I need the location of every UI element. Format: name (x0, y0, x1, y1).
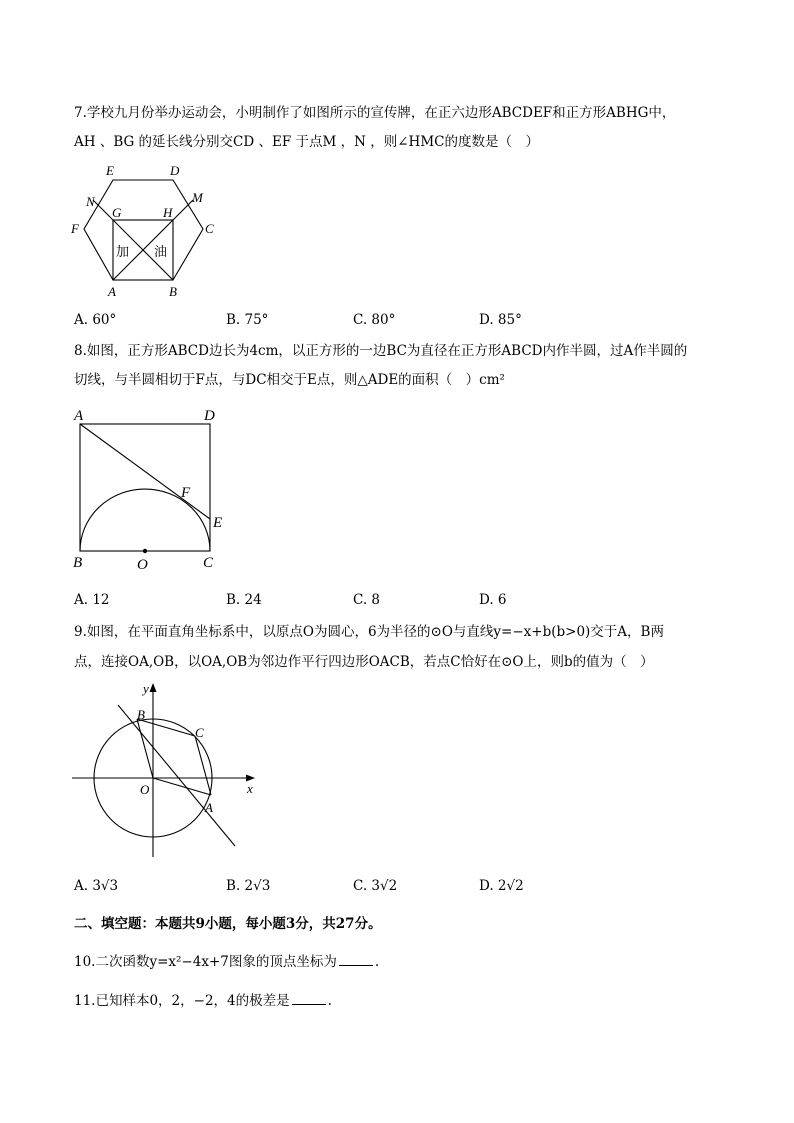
q9-option-b[interactable]: B. 2√3 (226, 878, 271, 894)
q8-label-A: A (74, 408, 84, 424)
q7-label-M: M (192, 190, 203, 205)
q8-label-C: C (203, 555, 214, 571)
q11-answer-blank[interactable] (292, 992, 326, 1005)
q7-label-you: 油 (154, 245, 168, 260)
q11-text (74, 992, 332, 1009)
q8-label-D: D (204, 408, 215, 424)
q9-text-line1: 9.如图，在平面直角坐标系中，以原点O为圆心，6为半径的⊙O与直线y=−x+b(b>0)交于A，B两 (74, 624, 664, 640)
q7-option-b[interactable]: B. 75° (226, 312, 269, 328)
q9-y-arrow (150, 683, 157, 692)
q9-text-line2: 点，连接OA,OB，以OA,OB为邻边作平行四边形OACB，若点C恰好在⊙O上，则b的值为（ ） (74, 654, 654, 670)
q7-label-F: F (71, 221, 79, 236)
q8-text-line1: 8.如图，正方形ABCD边长为4cm，以正方形的一边BC为直径在正方形ABCD内作半圆，过A作半圆的 (74, 343, 688, 359)
q8-text-line2: 切线，与半圆相切于F点，与DC相交于E点，则△ADE的面积（ ）cm² (74, 372, 505, 388)
q8-label-F: F (181, 485, 191, 501)
q7-label-B: B (169, 284, 177, 299)
q7-label-G: G (112, 205, 122, 220)
section-2-heading: 二、填空题：本题共9小题，每小题3分，共27分。 (74, 916, 382, 932)
q7-option-c[interactable]: C. 80° (353, 312, 396, 328)
q10-text-before: 10.二次函数y=x²−4x+7图象的顶点坐标为 (74, 954, 337, 970)
q9-line (118, 705, 235, 846)
q8-label-B: B (73, 555, 83, 571)
q7-label-C: C (205, 221, 214, 236)
q7-label-N: N (86, 194, 95, 209)
q9-option-d[interactable]: D. 2√2 (479, 878, 524, 894)
q7-label-E: E (106, 163, 114, 178)
q7-label-jia: 加 (116, 245, 130, 260)
q8-option-c[interactable]: C. 8 (353, 592, 381, 608)
q8-option-b[interactable]: B. 24 (226, 592, 262, 608)
q9-label-A: A (205, 800, 213, 815)
q9-label-x: x (247, 781, 253, 796)
q8-label-O: O (137, 557, 148, 573)
q11-text-before: 11.已知样本0，2，−2，4的极差是 (74, 993, 290, 1009)
q9-option-a[interactable]: A. 3√3 (74, 878, 119, 894)
q8-option-a[interactable]: A. 12 (74, 592, 110, 608)
q7-option-d[interactable]: D. 85° (479, 312, 522, 328)
q9-label-C: C (195, 725, 204, 740)
q9-label-y: y (143, 681, 149, 696)
q7-label-D: D (170, 163, 180, 178)
q7-text-line1: 7.学校九月份举办运动会，小明制作了如图所示的宣传牌，在正六边形ABCDEF和正方形ABHG中， (74, 105, 676, 121)
q7-label-A: A (108, 284, 116, 299)
q7-label-H: H (163, 205, 173, 220)
q9-option-c[interactable]: C. 3√2 (353, 878, 398, 894)
q9-label-B: B (137, 707, 145, 722)
q7-option-a[interactable]: A. 60° (74, 312, 117, 328)
q10-answer-blank[interactable] (339, 953, 373, 966)
q8-label-E: E (213, 515, 223, 531)
q11-text-after: . (327, 993, 332, 1009)
q8-option-d[interactable]: D. 6 (479, 592, 507, 608)
q10-text (74, 953, 379, 970)
q10-text-after: . (374, 954, 380, 970)
q7-text-line2: AH 、BG 的延长线分别交CD 、EF 于点M ，N ，则∠HMC的度数是（ ） (74, 134, 539, 150)
q9-label-O: O (140, 782, 150, 797)
